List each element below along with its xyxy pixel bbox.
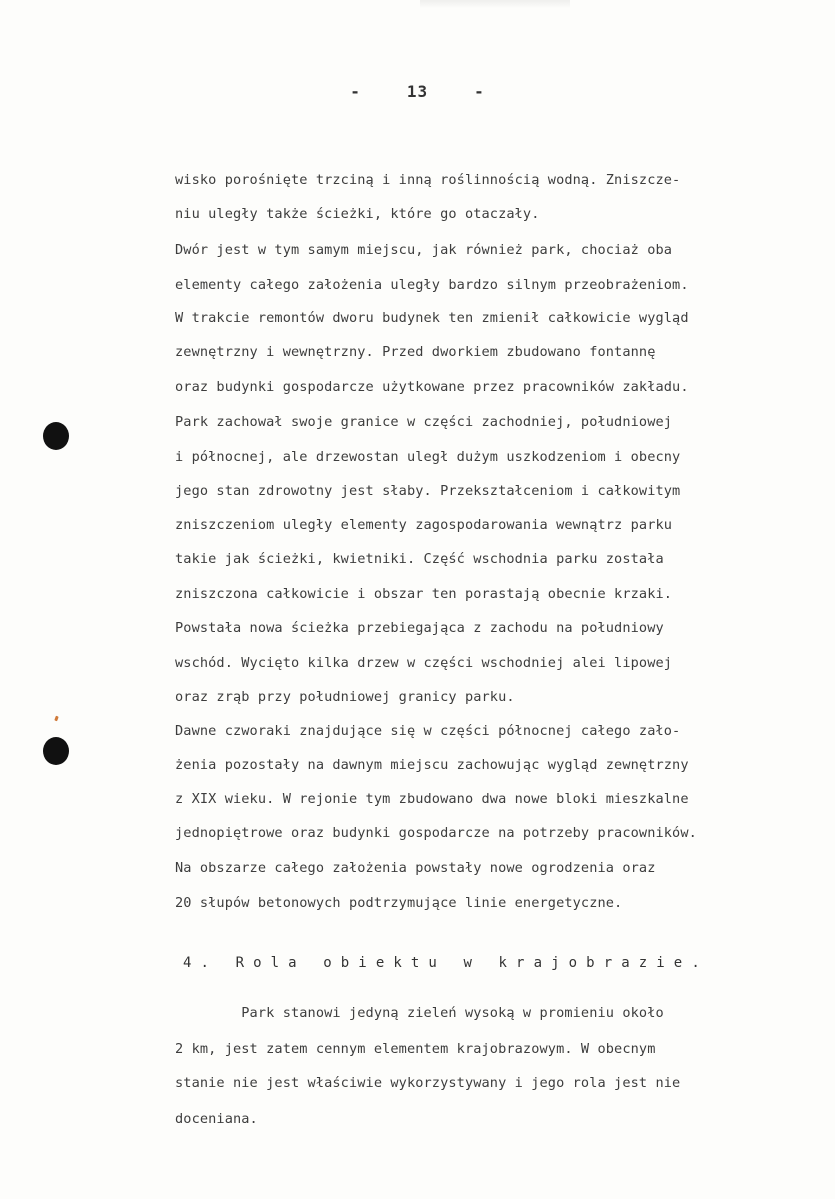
text-line: elementy całego założenia uległy bardzo silnym przeobrażeniom. xyxy=(175,277,689,293)
text-line: oraz zrąb przy południowej granicy parku. xyxy=(175,689,515,705)
scan-shadow xyxy=(420,0,570,8)
text-line: Powstała nowa ścieżka przebiegająca z zachodu na południowy xyxy=(175,620,664,636)
text-line: żenia pozostały na dawnym miejscu zachowując wygląd zewnętrzny xyxy=(175,757,689,773)
text-line: wisko porośnięte trzciną i inną roślinnością wodną. Zniszcze- xyxy=(175,172,681,188)
text-line: jednopiętrowe oraz budynki gospodarcze na potrzeby pracowników. xyxy=(175,825,697,841)
text-line: 20 słupów betonowych podtrzymujące linie energetyczne. xyxy=(175,895,623,911)
text-line: zniszczona całkowicie i obszar ten porastają obecnie krzaki. xyxy=(175,586,673,602)
page-number-dash-left: - xyxy=(350,82,361,101)
page-number xyxy=(0,82,835,101)
text-line: i północnej, ale drzewostan uległ dużym uszkodzeniom i obecny xyxy=(175,449,681,465)
text-line: Dawne czworaki znajdujące się w części północnej całego zało- xyxy=(175,723,681,739)
text-line: wschód. Wycięto kilka drzew w części wschodniej alei lipowej xyxy=(175,655,673,671)
text-line: jego stan zdrowotny jest słaby. Przekształceniom i całkowitym xyxy=(175,483,681,499)
text-line: takie jak ścieżki, kwietniki. Część wschodnia parku została xyxy=(175,551,664,567)
text-line: niu uległy także ścieżki, które go otaczały. xyxy=(175,206,540,222)
text-line: zniszczeniom uległy elementy zagospodarowania wewnątrz parku xyxy=(175,517,673,533)
text-line: 2 km, jest zatem cennym elementem krajobrazowym. W obecnym xyxy=(175,1041,656,1057)
text-line: Park stanowi jedyną zieleń wysoką w promieniu około xyxy=(175,1005,664,1021)
text-line: Park zachował swoje granice w części zachodniej, południowej xyxy=(175,414,673,430)
text-line: z XIX wieku. W rejonie tym zbudowano dwa nowe bloki mieszkalne xyxy=(175,791,689,807)
section-heading: 4. Rola obiektu w krajobrazie. xyxy=(183,955,709,971)
text-line: W trakcie remontów dworu budynek ten zmienił całkowicie wygląd xyxy=(175,310,689,326)
ink-speck xyxy=(54,716,59,722)
text-line: doceniana. xyxy=(175,1111,258,1127)
text-line: stanie nie jest właściwie wykorzystywany i jego rola jest nie xyxy=(175,1075,681,1091)
text-line: Dwór jest w tym samym miejscu, jak również park, chociaż oba xyxy=(175,242,673,258)
page-number-dash-right: - xyxy=(474,82,485,101)
text-line: Na obszarze całego założenia powstały nowe ogrodzenia oraz xyxy=(175,860,656,876)
text-line: zewnętrzny i wewnętrzny. Przed dworkiem zbudowano fontannę xyxy=(175,344,656,360)
punch-hole xyxy=(43,737,69,765)
text-line: oraz budynki gospodarcze użytkowane przez pracowników zakładu. xyxy=(175,379,689,395)
punch-hole xyxy=(43,422,69,450)
page-number-value: 13 xyxy=(406,82,429,101)
